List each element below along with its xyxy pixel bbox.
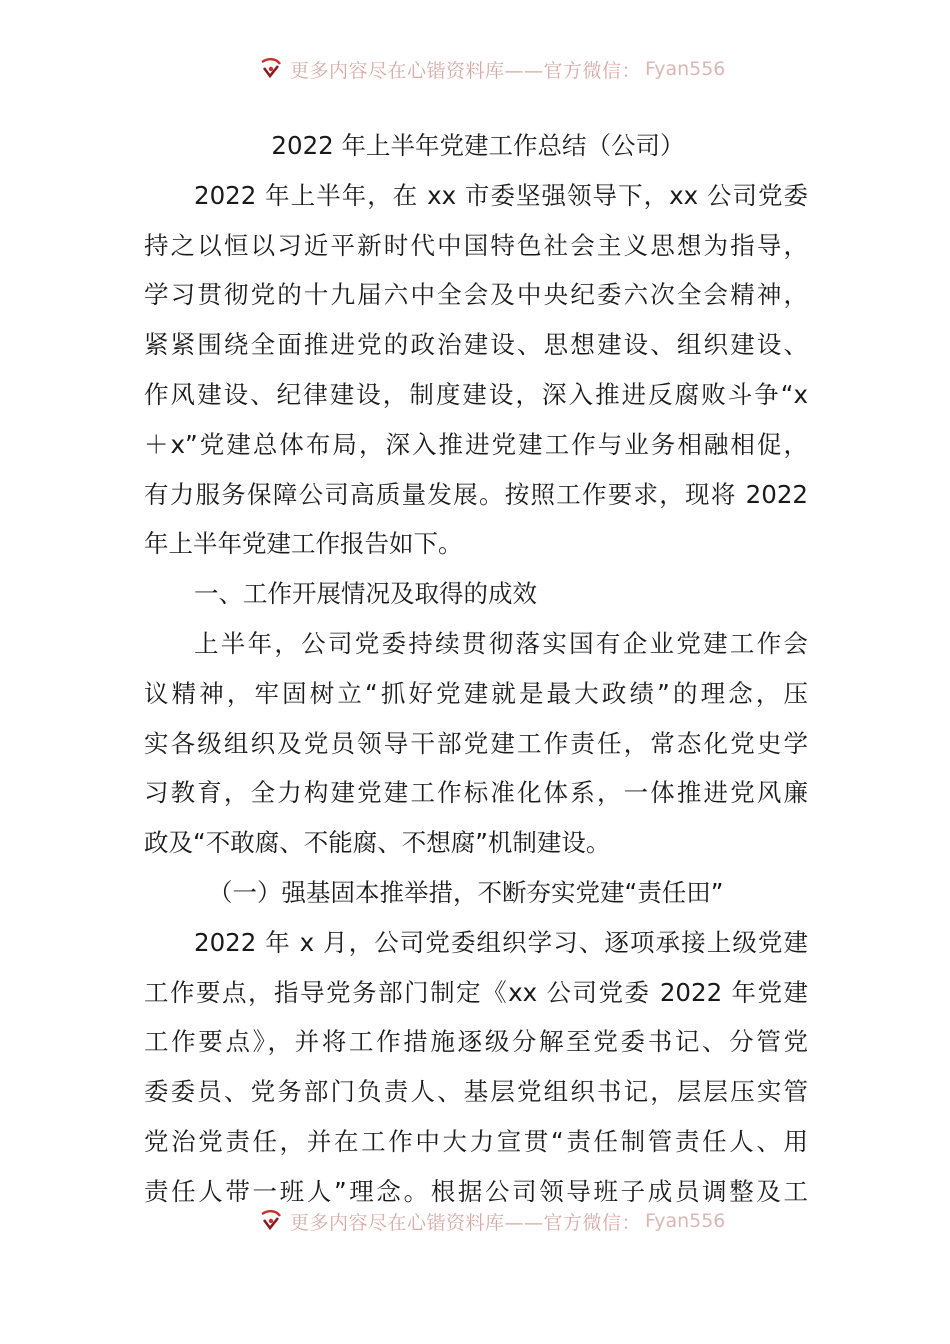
paragraph-line: 2022 年 x 月，公司党委组织学习、逐项承接上级党建 [194, 927, 808, 957]
paragraph-line: 议精神，牢固树立“抓好党建就是最大政绩”的理念，压 [144, 678, 808, 708]
watermark-wechat-id: Fyan556 [645, 1210, 726, 1232]
paragraph-line: 责任人带一班人”理念。根据公司领导班子成员调整及工 [144, 1176, 808, 1206]
paragraph-line: 持之以恒以习近平新时代中国特色社会主义思想为指导， [144, 230, 808, 260]
watermark-bottom [258, 1208, 738, 1234]
paragraph-line: 习教育，全力构建党建工作标准化体系，一体推进党风廉 [144, 778, 808, 808]
document-title: 2022 年上半年党建工作总结（公司） [271, 131, 685, 160]
paragraph-line: ＋x”党建总体布局，深入推进党建工作与业务相融相促， [144, 429, 808, 459]
paragraph-line: 2022 年上半年，在 xx 市委坚强领导下，xx 公司党委 [194, 180, 808, 210]
paragraph-line: 上半年，公司党委持续贯彻落实国有企业党建工作会 [194, 628, 808, 658]
paragraph-line: 政及“不敢腐、不能腐、不想腐”机制建设。 [144, 828, 611, 858]
paragraph-line: 年上半年党建工作报告如下。 [144, 529, 463, 559]
paragraph-line: 学习贯彻党的十九届六中全会及中央纪委六次全会精神， [144, 280, 808, 310]
watermark-text: 更多内容尽在心锴资料库——官方微信： [290, 59, 642, 82]
paragraph-line: 有力服务保障公司高质量发展。按照工作要求，现将 2022 [144, 479, 808, 509]
section-heading: 一、工作开展情况及取得的成效 [194, 579, 537, 609]
paragraph-line: 实各级组织及党员领导干部党建工作责任，常态化党史学 [144, 728, 808, 758]
paragraph-line: 紧紧围绕全面推进党的政治建设、思想建设、组织建设、 [144, 330, 808, 360]
watermark-top [258, 56, 738, 82]
paragraph-line: 作风建设、纪律建设，制度建设，深入推进反腐败斗争“x [144, 379, 808, 409]
document-body [144, 121, 808, 1217]
watermark-wechat-id: Fyan556 [645, 58, 726, 80]
paragraph-line: 委委员、党务部门负责人、基层党组织书记，层层压实管 [144, 1077, 808, 1107]
watermark-logo-icon [258, 1208, 284, 1234]
paragraph-line: 工作要点》，并将工作措施逐级分解至党委书记、分管党 [144, 1027, 808, 1057]
watermark-text: 更多内容尽在心锴资料库——官方微信： [290, 1211, 642, 1234]
watermark-logo-icon [258, 56, 284, 82]
paragraph-line: 工作要点，指导党务部门制定《xx 公司党委 2022 年党建 [144, 977, 808, 1007]
paragraph-line: 党治党责任，并在工作中大力宣贯“责任制管责任人、用 [144, 1126, 808, 1156]
subsection-heading: （一）强基固本推举措，不断夯实党建“责任田” [208, 877, 724, 907]
